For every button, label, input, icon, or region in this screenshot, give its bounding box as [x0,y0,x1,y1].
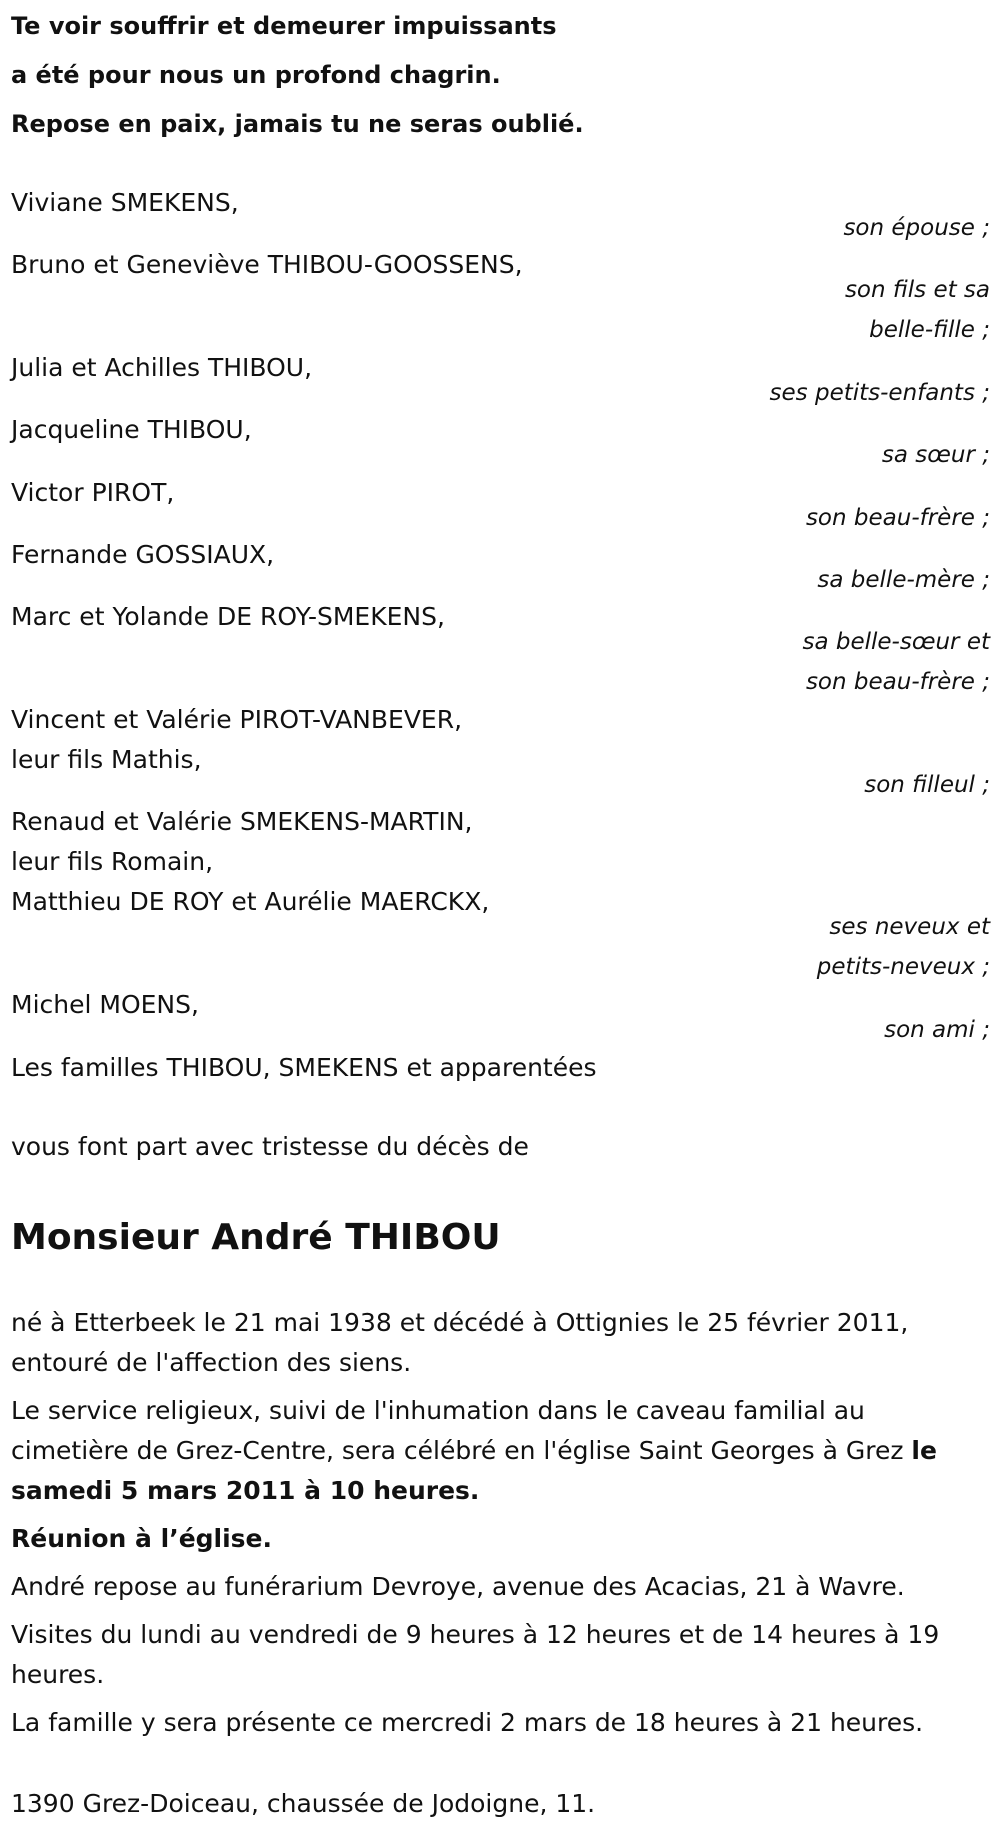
family-row [11,245,990,343]
meeting-text [11,1519,986,1559]
family-name: Renaud et Valérie SMEKENS-MARTIN, leur fils Romain, Matthieu DE ROY et Aurélie MAERCKX, [11,807,490,916]
family-name: Julia et Achilles THIBOU, [11,353,313,382]
family-row [11,597,990,695]
family-row [11,535,990,593]
family-relation: son épouse ; [843,215,990,241]
rest-text: André repose au funérarium Devroye, avenue des Acacias, 21 à Wavre. [11,1572,905,1601]
funeral-details [11,1303,986,1751]
families-line: Les familles THIBOU, SMEKENS et apparentées [11,1053,597,1082]
family-name: Marc et Yolande DE ROY-SMEKENS, [11,602,445,631]
announcement-line: vous font part avec tristesse du décès de [11,1132,529,1161]
birth-death-text: né à Etterbeek le 21 mai 1938 et décédé à Ottignies le 25 février 2011, entouré de l'affection des siens. [11,1308,909,1377]
family-name: Victor PIROT, [11,478,175,507]
intro-poem [11,2,584,149]
family-relation: son fils et sa belle-fille ; [844,277,990,343]
family-relation: son ami ; [884,1017,990,1043]
family-row [11,410,990,468]
visits-text: Visites du lundi au vendredi de 9 heures à 12 heures et de 14 heures à 19 heures. [11,1620,940,1689]
deceased-name: Monsieur André THIBOU [11,1217,501,1258]
family-name: Fernande GOSSIAUX, [11,540,275,569]
family-relation: ses neveux et petits-neveux ; [816,914,990,980]
family-row [11,183,990,241]
family-relation: sa belle-sœur et son beau-frère ; [802,629,990,695]
family-relation: son beau-frère ; [805,505,990,531]
intro-line: a été pour nous un profond chagrin. [11,61,501,89]
meeting-bold: Réunion à l’église. [11,1524,273,1553]
family-row [11,985,990,1043]
family-relation: sa sœur ; [881,442,990,468]
family-name: Vincent et Valérie PIROT-VANBEVER, leur fils Mathis, [11,705,463,774]
family-relation: sa belle-mère ; [817,567,990,593]
intro-line: Te voir souffrir et demeurer impuissants [11,12,557,40]
family-name: Michel MOENS, [11,990,199,1019]
service-date: le samedi 5 mars 2011 à 10 heures. [11,1436,937,1505]
service-paragraph [11,1391,986,1511]
family-name: Bruno et Geneviève THIBOU-GOOSSENS, [11,250,523,279]
intro-line: Repose en paix, jamais tu ne seras oublié. [11,110,584,138]
service-text: Le service religieux, suivi de l'inhumation dans le caveau familial au cimetière de Grez-Centre, sera célébré en l'église Saint Georges à Grez [11,1396,912,1465]
address-line: 1390 Grez-Doiceau, chaussée de Jodoigne, 11. [11,1789,596,1818]
family-relation: son filleul ; [864,772,990,798]
family-row [11,802,990,980]
family-name: Viviane SMEKENS, [11,188,239,217]
family-row [11,348,990,406]
family-row [11,473,990,531]
family-relation: ses petits-enfants ; [769,380,990,406]
family-name: Jacqueline THIBOU, [11,415,252,444]
family-row [11,700,990,798]
family-presence-text: La famille y sera présente ce mercredi 2 mars de 18 heures à 21 heures. [11,1708,924,1737]
